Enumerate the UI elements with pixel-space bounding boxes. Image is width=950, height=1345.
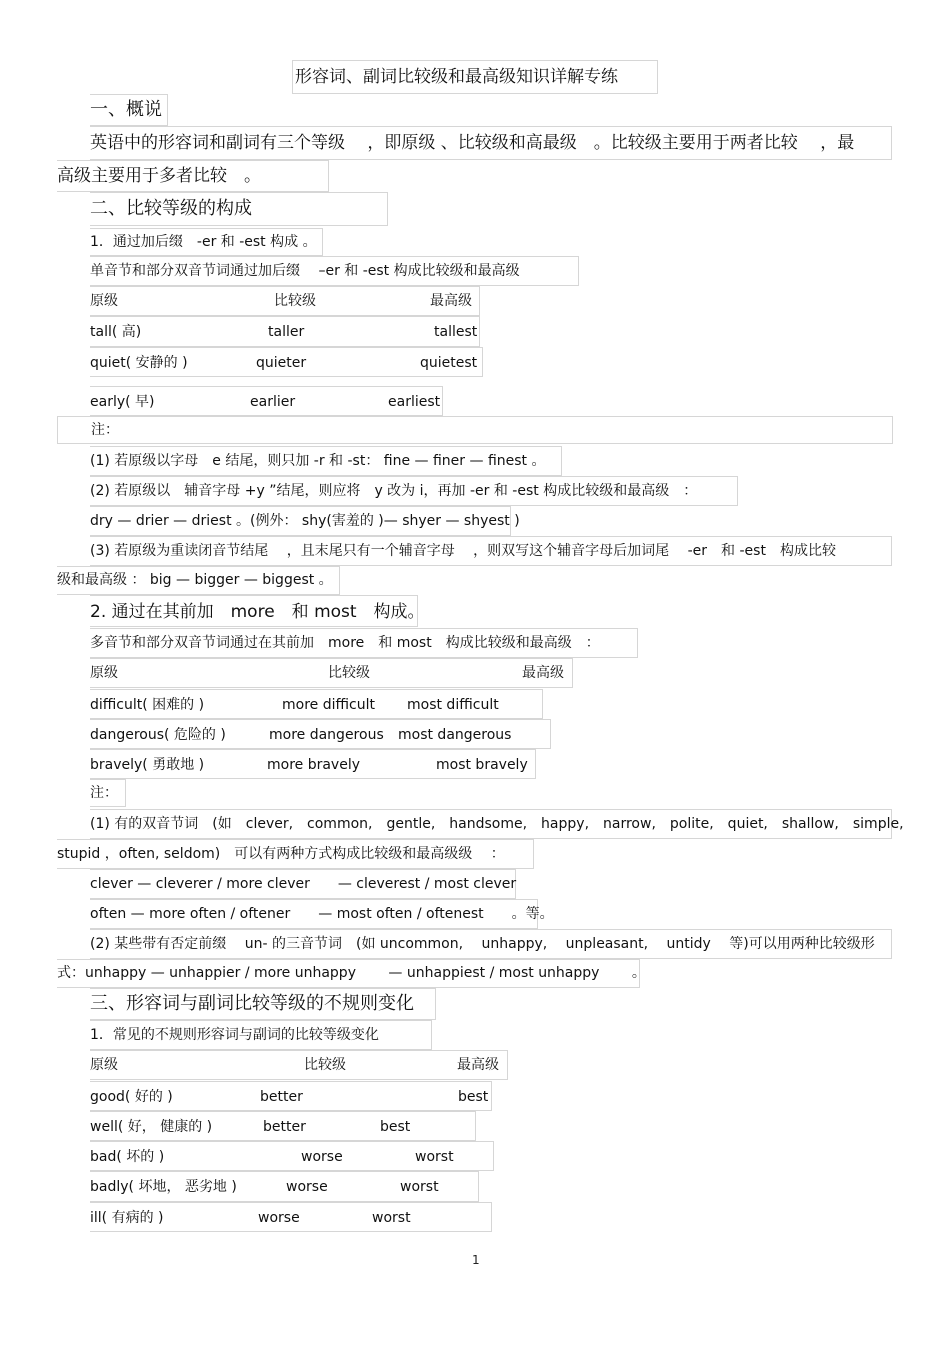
document-title	[292, 60, 658, 94]
subsection-heading: 1．通过加后缀 -er 和 -est 构成 。	[90, 228, 323, 256]
note-item: dry — drier — driest 。(例外： shy(害羞的 )— shyer — shyest )	[90, 506, 511, 536]
table-header-row: 原级 比较级 最高级	[90, 658, 573, 688]
title-text: 形容词、副词比较级和最高级知识详解专练	[295, 67, 618, 87]
section-heading-construction: 二、比较等级的构成	[90, 192, 388, 226]
paragraph-line: 英语中的形容词和副词有三个等级 ，即原级 、比较级和高最级 。比较级主要用于两者比较 ，最	[90, 126, 892, 160]
subsection-heading: 2. 通过在其前加 more 和 most 构成。	[90, 595, 418, 627]
table-row: early( 早) earlier earliest	[90, 386, 443, 416]
note-item: (1) 有的双音节词 (如 clever, common, gentle, handsome, happy, narrow, polite, quiet, shallow, simple,	[90, 809, 892, 839]
subsection-heading: 1．常见的不规则形容词与副词的比较等级变化	[90, 1020, 432, 1050]
note-item: (2) 若原级以 辅音字母 +y ”结尾，则应将 y 改为 i，再加 -er 和 -est 构成比较级和最高级 ：	[90, 476, 738, 506]
paragraph-line: 高级主要用于多者比较 。	[57, 160, 329, 192]
table-row: well( 好， 健康的 ) better best	[90, 1111, 476, 1141]
table-row: quiet( 安静的 ) quieter quietest	[90, 347, 483, 377]
table-row: bad( 坏的 ) worse worst	[90, 1141, 494, 1171]
table-header-row: 原级 比较级 最高级	[90, 1050, 508, 1080]
note-item: stupid ，often, seldom) 可以有两种方式构成比较级和最高级级 ：	[57, 839, 534, 869]
note-label: 注：	[57, 416, 893, 444]
section-heading-overview: 一、概说	[90, 94, 168, 126]
table-row: dangerous( 危险的 ) more dangerous most dangerous	[90, 719, 551, 749]
note-label: 注：	[90, 779, 126, 807]
note-item: often — more often / oftener — most often / oftenest 。等。	[90, 899, 538, 929]
note-item: (1) 若原级以字母 e 结尾，则只加 -r 和 -st： fine — finer — finest 。	[90, 446, 562, 476]
table-row: tall( 高) taller tallest	[90, 316, 480, 347]
table-row: ill( 有病的 ) worse worst	[90, 1202, 492, 1232]
table-row: difficult( 困难的 ) more difficult most difficult	[90, 689, 543, 719]
note-item: 式：unhappy — unhappier / more unhappy — unhappiest / most unhappy 。	[57, 959, 640, 988]
note-item: (3) 若原级为重读闭音节结尾 ，且末尾只有一个辅音字母 ，则双写这个辅音字母后加词尾 -er 和 -est 构成比较	[90, 536, 892, 566]
table-row: bravely( 勇敢地 ) more bravely most bravely	[90, 749, 536, 779]
section-heading-irregular: 三、形容词与副词比较等级的不规则变化	[90, 988, 436, 1020]
note-item: 级和最高级 ： big — bigger — biggest 。	[57, 566, 340, 595]
table-row: badly( 坏地， 恶劣地 ) worse worst	[90, 1171, 479, 1202]
table-header-row: 原级 比较级 最高级	[90, 286, 480, 316]
page-number: 1	[472, 1253, 480, 1267]
note-item: (2) 某些带有否定前缀 un- 的三音节词 (如 uncommon, unhappy, unpleasant, untidy 等)可以用两种比较级形	[90, 929, 892, 959]
table-row: good( 好的 ) better best	[90, 1081, 492, 1111]
subsection-description: 单音节和部分双音节词通过加后缀 –er 和 -est 构成比较级和最高级	[90, 256, 579, 286]
note-item: clever — cleverer / more clever — cleverest / most clever	[90, 869, 516, 899]
subsection-description: 多音节和部分双音节词通过在其前加 more 和 most 构成比较级和最高级 ：	[90, 628, 638, 658]
